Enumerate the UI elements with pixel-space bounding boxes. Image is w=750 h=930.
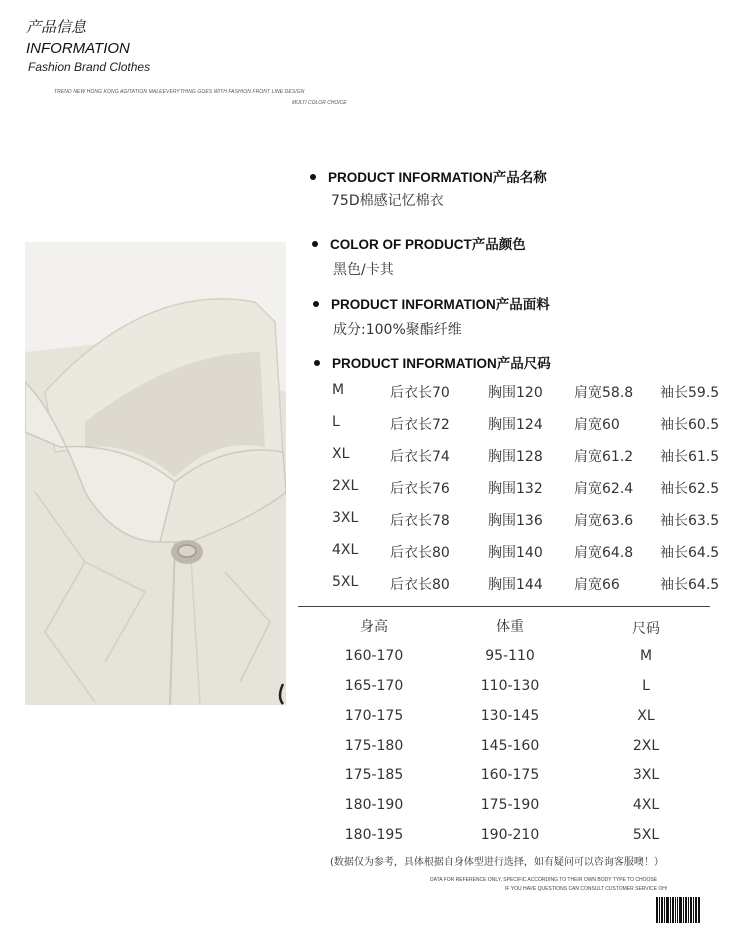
fit-cell-weight: 145-160 (480, 738, 540, 754)
length-cell: 后衣长78 (390, 513, 450, 529)
chest-cell: 胸围128 (488, 449, 543, 465)
size-cell: M (332, 382, 345, 398)
product-name-label (310, 166, 547, 186)
length-cell: 后衣长80 (390, 545, 450, 561)
fit-cell-size: 2XL (632, 738, 660, 754)
sleeve-cell: 袖长63.5 (660, 513, 720, 529)
size-row (330, 414, 730, 434)
fit-header-size: 尺码 (632, 621, 660, 637)
bullet-icon (312, 241, 318, 247)
bullet-icon (313, 301, 319, 307)
product-color-label-text: COLOR OF PRODUCT产品颜色 (330, 237, 526, 252)
fit-cell-weight: 95-110 (485, 648, 535, 664)
sleeve-cell: 袖长62.5 (660, 481, 720, 497)
size-row (330, 478, 730, 498)
size-row (330, 510, 730, 530)
header-tagline: TREND NEW HONG KONG AGITATION MALEEVERYTHING GOES WITH FASHION FRONT LINE DESIGN (54, 89, 305, 95)
chest-cell: 胸围132 (488, 481, 543, 497)
bullet-icon (314, 360, 320, 366)
shoulder-cell: 肩宽60 (574, 417, 620, 433)
disclaimer-en: DATA FOR REFERENCE ONLY, SPECIFIC ACCORDING TO THEIR OWN BODY TYPE TO CHOOSE (430, 877, 658, 883)
size-cell: 4XL (332, 542, 359, 558)
fit-cell-weight: 190-210 (480, 827, 540, 843)
product-size-label (314, 352, 551, 372)
sleeve-cell: 袖长60.5 (660, 417, 720, 433)
length-cell: 后衣长80 (390, 577, 450, 593)
size-cell: XL (332, 446, 350, 462)
length-cell: 后衣长74 (390, 449, 450, 465)
fit-cell-height: 180-195 (344, 827, 404, 843)
size-row (330, 574, 730, 594)
shoulder-cell: 肩宽66 (574, 577, 620, 593)
sleeve-cell: 袖长64.5 (660, 577, 720, 593)
size-cell: 5XL (332, 574, 359, 590)
product-fabric-label (313, 293, 550, 313)
chest-cell: 胸围120 (488, 385, 543, 401)
fit-cell-size: L (642, 678, 650, 694)
fit-cell-height: 170-175 (344, 708, 404, 724)
fit-cell-size: 4XL (632, 797, 660, 813)
disclaimer-en-2: IF YOU HAVE QUESTIONS CAN CONSULT CUSTOMER SERVICE OH! (505, 886, 668, 892)
size-row (330, 382, 730, 402)
fit-cell-size: 5XL (632, 827, 660, 843)
size-row (330, 446, 730, 466)
product-name-value: 75D棉感记忆棉衣 (331, 193, 444, 209)
fit-cell-height: 180-190 (344, 797, 404, 813)
jacket-collar-image (25, 242, 286, 705)
bullet-icon (310, 174, 316, 180)
barcode-icon (656, 897, 700, 923)
header-title-en: INFORMATION (26, 40, 130, 57)
size-cell: 3XL (332, 510, 359, 526)
size-row (330, 542, 730, 562)
header-tagline-2: MULTI COLOR CHOICE (292, 100, 347, 106)
shoulder-cell: 肩宽62.4 (574, 481, 634, 497)
shoulder-cell: 肩宽63.6 (574, 513, 634, 529)
size-cell: 2XL (332, 478, 359, 494)
fit-cell-height: 175-185 (344, 767, 404, 783)
fit-cell-height: 160-170 (344, 648, 404, 664)
chest-cell: 胸围136 (488, 513, 543, 529)
fit-cell-size: 3XL (632, 767, 660, 783)
product-name-label-text: PRODUCT INFORMATION产品名称 (328, 170, 547, 185)
size-cell: L (332, 414, 340, 430)
length-cell: 后衣长76 (390, 481, 450, 497)
shoulder-cell: 肩宽61.2 (574, 449, 634, 465)
product-color-label (312, 233, 526, 253)
fit-cell-height: 175-180 (344, 738, 404, 754)
fit-cell-size: M (639, 648, 653, 664)
fit-cell-height: 165-170 (344, 678, 404, 694)
product-photo (25, 242, 286, 705)
sleeve-cell: 袖长61.5 (660, 449, 720, 465)
header-subtitle: Fashion Brand Clothes (28, 60, 151, 74)
fit-cell-weight: 175-190 (480, 797, 540, 813)
disclaimer-cn: (数据仅为参考，具体根据自身体型进行选择，如有疑问可以咨询客服噢！） (330, 857, 664, 868)
fit-cell-weight: 110-130 (480, 678, 540, 694)
fit-cell-weight: 130-145 (480, 708, 540, 724)
length-cell: 后衣长70 (390, 385, 450, 401)
fit-cell-size: XL (637, 708, 655, 724)
header-title-cn: 产品信息 (26, 18, 87, 36)
shoulder-cell: 肩宽58.8 (574, 385, 634, 401)
length-cell: 后衣长72 (390, 417, 450, 433)
sleeve-cell: 袖长59.5 (660, 385, 720, 401)
product-color-value: 黑色/卡其 (333, 262, 394, 278)
fit-header-weight: 体重 (496, 619, 524, 635)
sleeve-cell: 袖长64.5 (660, 545, 720, 561)
chest-cell: 胸围124 (488, 417, 543, 433)
product-fabric-label-text: PRODUCT INFORMATION产品面料 (331, 297, 550, 312)
table-divider (298, 606, 710, 607)
shoulder-cell: 肩宽64.8 (574, 545, 634, 561)
fit-cell-weight: 160-175 (480, 767, 540, 783)
chest-cell: 胸围140 (488, 545, 543, 561)
product-fabric-value: 成分:100%聚酯纤维 (333, 322, 462, 338)
chest-cell: 胸围144 (488, 577, 543, 593)
fit-header-height: 身高 (360, 619, 388, 635)
product-size-label-text: PRODUCT INFORMATION产品尺码 (332, 356, 551, 371)
